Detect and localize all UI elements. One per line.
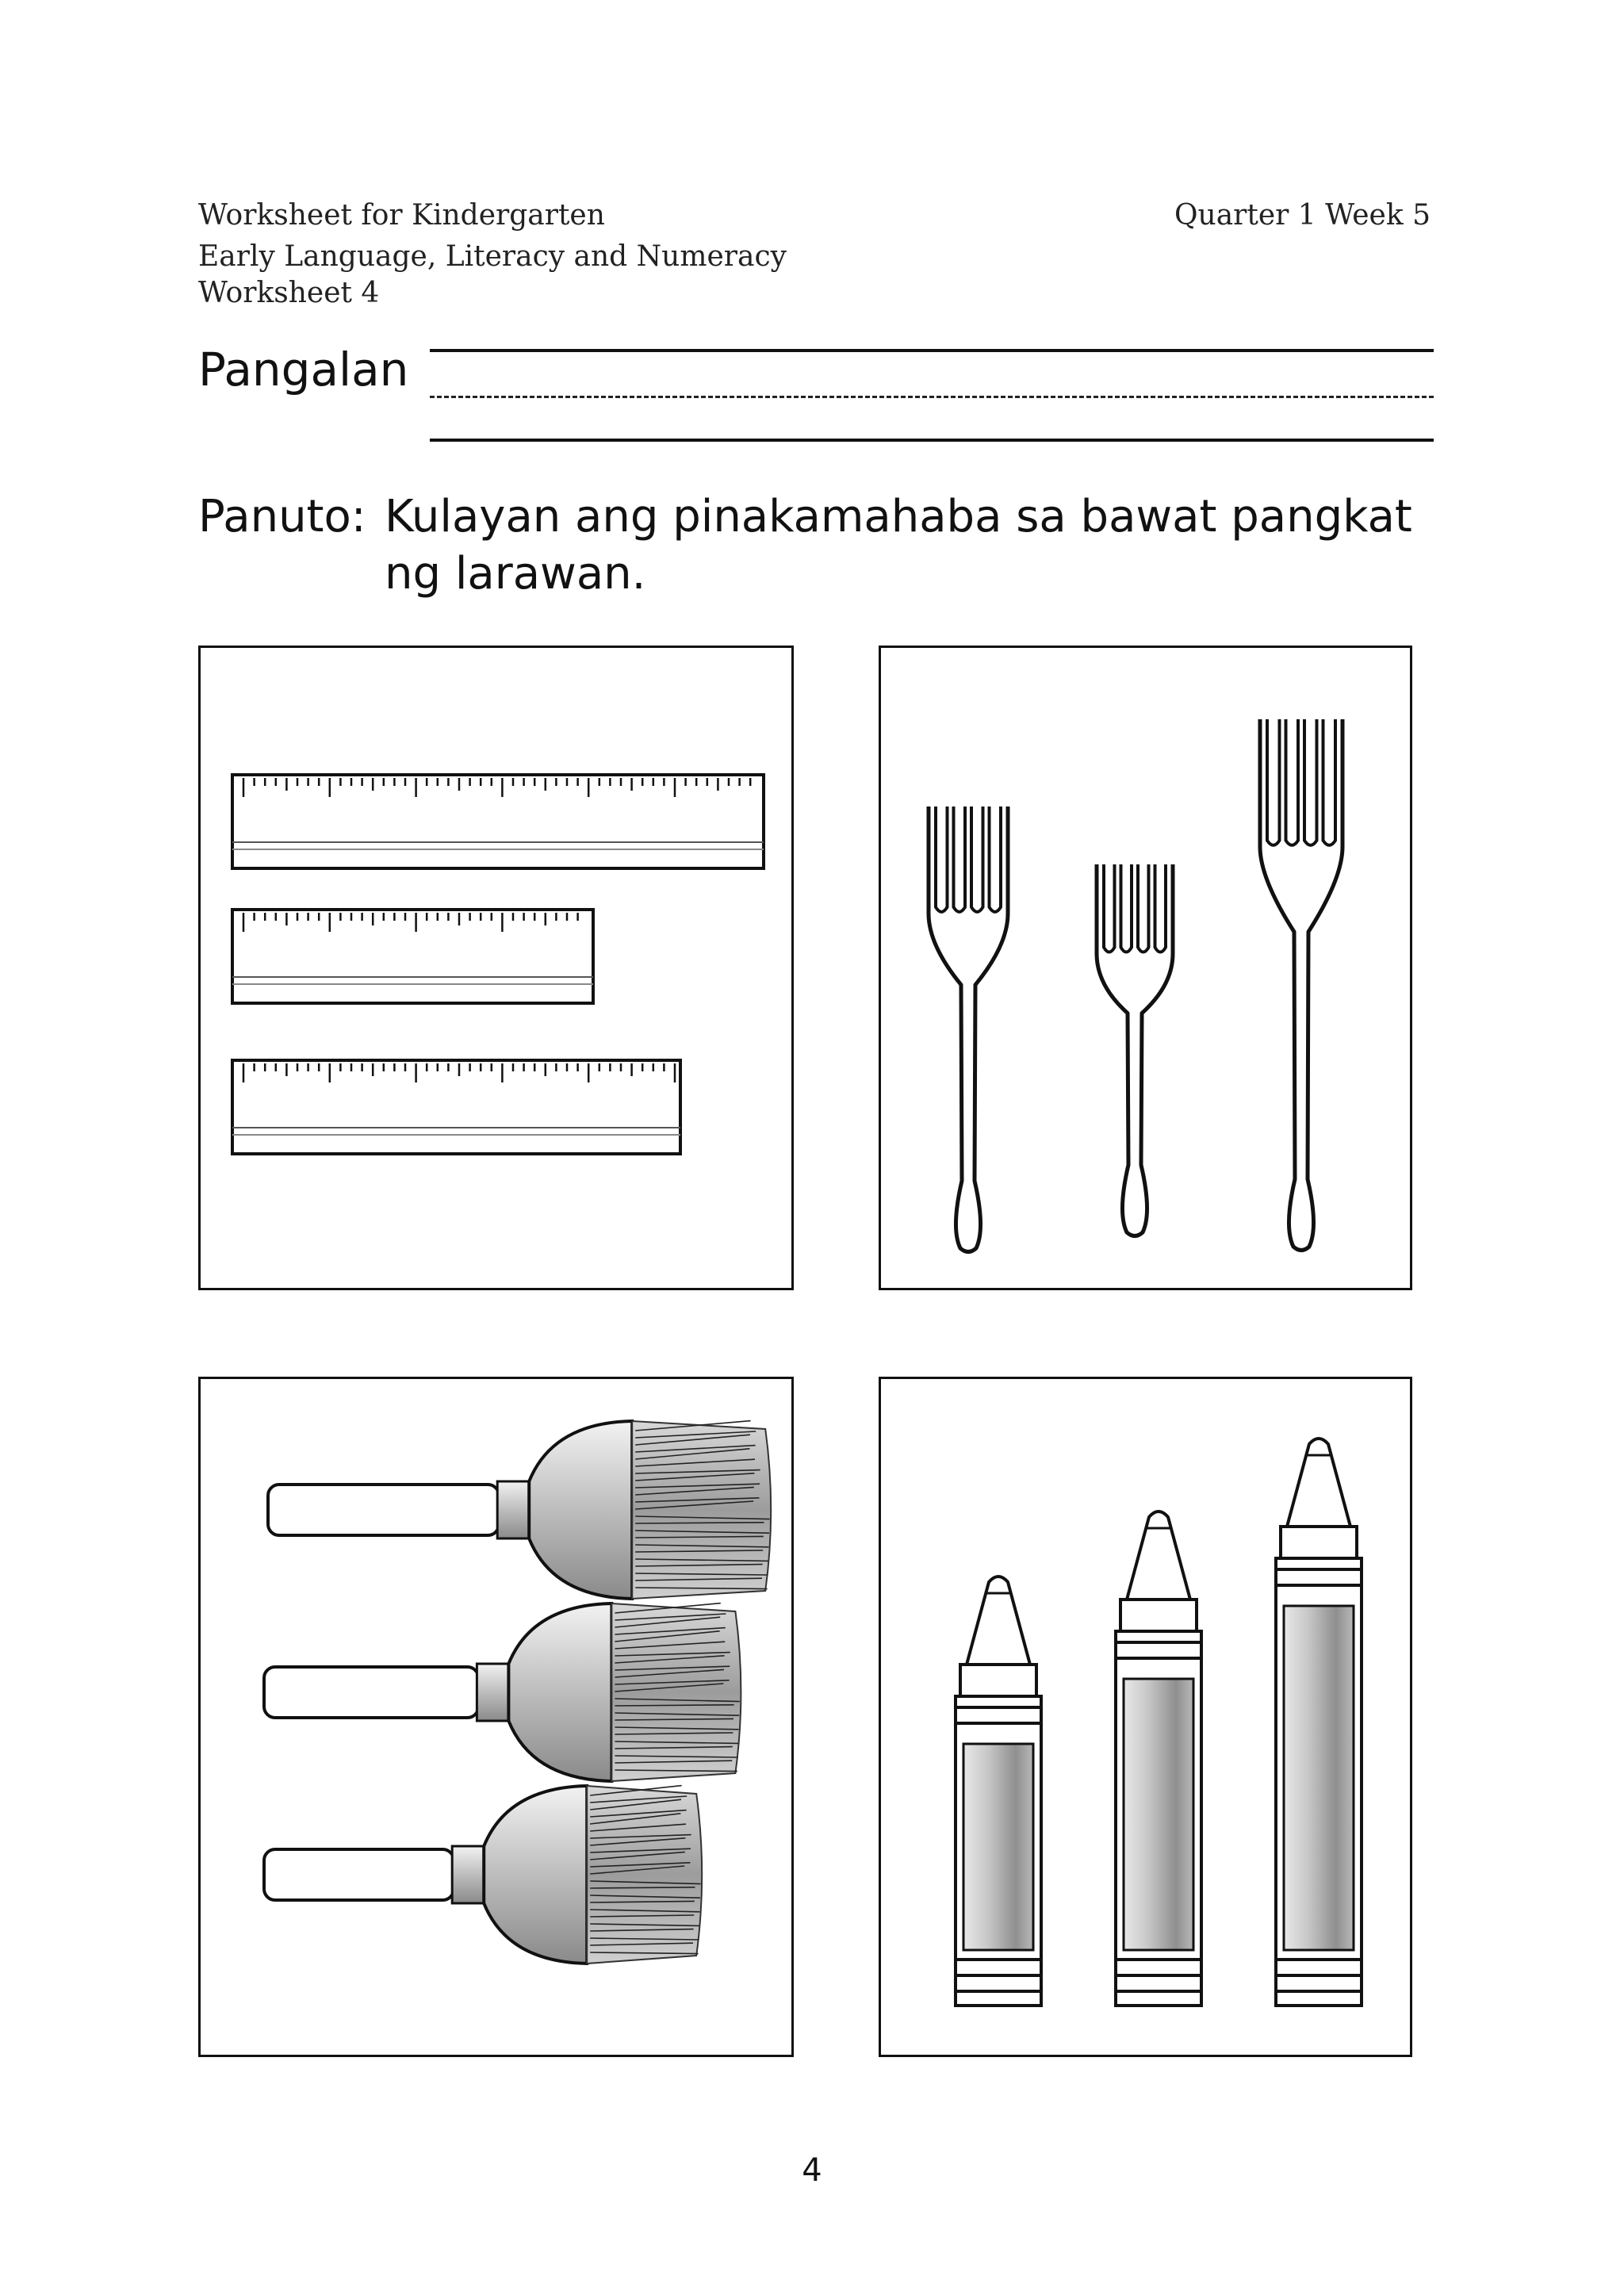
- crayon-collar: [1120, 1600, 1197, 1631]
- crayon-collar: [1281, 1527, 1357, 1558]
- instruction-text: Kulayan ang pinakamahaba sa bawat pangkat ng larawan.: [385, 491, 1412, 600]
- crayon-label: [963, 1744, 1033, 1950]
- brush-collar: [497, 1481, 529, 1538]
- ruler-icon[interactable]: [232, 1060, 680, 1154]
- crayon-tip: [1287, 1439, 1350, 1527]
- panel-rulers[interactable]: [198, 646, 794, 1290]
- name-line-middle-dashed[interactable]: [430, 396, 1434, 398]
- crayon-icon[interactable]: [1116, 1511, 1201, 2006]
- instruction-label: Panuto:: [198, 491, 366, 542]
- crayon-label: [1124, 1679, 1193, 1950]
- brush-ferrule: [484, 1786, 587, 1964]
- fork-outline: [1260, 719, 1342, 1251]
- crayon-tip: [1127, 1511, 1190, 1600]
- crayon-collar: [960, 1665, 1036, 1696]
- paintbrush-icon[interactable]: [268, 1421, 771, 1599]
- name-line-top: [430, 349, 1434, 352]
- panel-paintbrushes[interactable]: [198, 1377, 794, 2057]
- fork-icon[interactable]: [1260, 719, 1342, 1251]
- panel-forks[interactable]: [879, 646, 1412, 1290]
- ruler-icon[interactable]: [232, 775, 764, 868]
- brush-handle: [264, 1667, 478, 1718]
- quarter-week: Quarter 1 Week 5: [1174, 199, 1431, 232]
- fork-outline: [1097, 864, 1173, 1236]
- paintbrush-icon[interactable]: [264, 1786, 702, 1964]
- name-label: Pangalan: [198, 343, 409, 397]
- brush-ferrule: [529, 1421, 632, 1599]
- worksheet-title: Worksheet for Kindergarten: [198, 199, 605, 232]
- brush-handle: [268, 1485, 499, 1535]
- panel-crayons[interactable]: [879, 1377, 1412, 2057]
- name-line-bottom: [430, 439, 1434, 442]
- brush-handle: [264, 1849, 454, 1900]
- fork-icon[interactable]: [929, 807, 1008, 1252]
- ruler-icon[interactable]: [232, 910, 593, 1003]
- crayon-tip: [967, 1577, 1030, 1665]
- crayon-label: [1284, 1606, 1354, 1950]
- worksheet-number: Worksheet 4: [198, 277, 380, 309]
- subject-title: Early Language, Literacy and Numeracy: [198, 240, 787, 273]
- fork-icon[interactable]: [1097, 864, 1173, 1236]
- fork-outline: [929, 807, 1008, 1252]
- brush-collar: [477, 1664, 508, 1721]
- crayon-icon[interactable]: [956, 1577, 1041, 2006]
- brush-ferrule: [508, 1603, 611, 1781]
- crayon-icon[interactable]: [1276, 1439, 1362, 2006]
- brush-collar: [452, 1846, 484, 1903]
- page-number: 4: [802, 2152, 822, 2189]
- paintbrush-icon[interactable]: [264, 1603, 741, 1781]
